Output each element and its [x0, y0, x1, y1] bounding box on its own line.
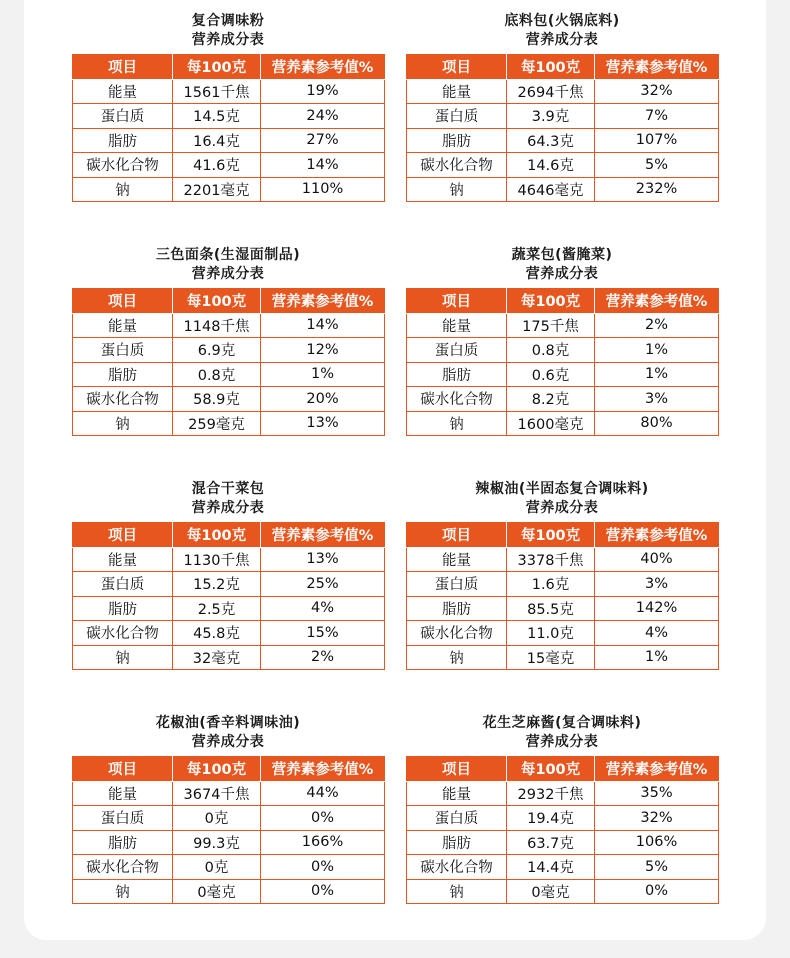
per100-value: 3378千焦	[507, 547, 595, 572]
nutrient-label: 蛋白质	[73, 572, 173, 597]
nrv-value: 20%	[261, 387, 385, 412]
nrv-value: 25%	[261, 572, 385, 597]
nutrition-panel	[406, 246, 718, 436]
header-per100: 每100克	[173, 289, 261, 314]
nutrient-label: 钠	[407, 645, 507, 670]
nrv-value: 14%	[261, 313, 385, 338]
per100-value: 14.6克	[507, 153, 595, 178]
nutrient-label: 蛋白质	[407, 104, 507, 129]
nutrition-panel	[72, 246, 384, 436]
per100-value: 0克	[173, 806, 261, 831]
nutrient-label: 钠	[73, 879, 173, 904]
product-name: 蔬菜包(酱腌菜)	[511, 247, 613, 263]
table-row	[73, 855, 385, 880]
nutrient-label: 脂肪	[73, 362, 173, 387]
per100-value: 1600毫克	[507, 411, 595, 436]
table-row	[407, 128, 719, 153]
table-subtitle: 营养成分表	[191, 500, 265, 516]
table-row	[73, 128, 385, 153]
nutrition-table	[406, 756, 719, 904]
table-row	[407, 411, 719, 436]
per100-value: 0毫克	[507, 879, 595, 904]
nutrient-label: 钠	[73, 411, 173, 436]
per100-value: 8.2克	[507, 387, 595, 412]
nutrition-panel	[406, 480, 718, 670]
nutrient-label: 脂肪	[407, 362, 507, 387]
per100-value: 15.2克	[173, 572, 261, 597]
header-nrv: 营养素参考值%	[595, 55, 719, 80]
nrv-value: 1%	[595, 645, 719, 670]
nutrient-label: 能量	[73, 79, 173, 104]
header-nrv: 营养素参考值%	[595, 757, 719, 782]
panel-title	[406, 714, 718, 752]
table-subtitle: 营养成分表	[525, 32, 599, 48]
header-nrv: 营养素参考值%	[595, 289, 719, 314]
per100-value: 99.3克	[173, 830, 261, 855]
nutrient-label: 能量	[73, 781, 173, 806]
product-name: 辣椒油(半固态复合调味料)	[475, 481, 649, 497]
header-nrv: 营养素参考值%	[261, 55, 385, 80]
panel-title	[72, 246, 384, 284]
table-row	[407, 645, 719, 670]
header-per100: 每100克	[507, 289, 595, 314]
panel-title	[72, 714, 384, 752]
nrv-value: 24%	[261, 104, 385, 129]
header-nrv: 营养素参考值%	[261, 523, 385, 548]
panel-title	[72, 12, 384, 50]
nrv-value: 32%	[595, 806, 719, 831]
nrv-value: 0%	[261, 806, 385, 831]
table-row	[73, 387, 385, 412]
header-item: 项目	[73, 55, 173, 80]
header-per100: 每100克	[173, 523, 261, 548]
header-nrv: 营养素参考值%	[261, 757, 385, 782]
per100-value: 175千焦	[507, 313, 595, 338]
nrv-value: 2%	[261, 645, 385, 670]
header-per100: 每100克	[507, 523, 595, 548]
per100-value: 15毫克	[507, 645, 595, 670]
table-subtitle: 营养成分表	[525, 266, 599, 282]
table-row	[73, 313, 385, 338]
table-row	[73, 806, 385, 831]
nutrient-label: 钠	[73, 645, 173, 670]
per100-value: 0.6克	[507, 362, 595, 387]
per100-value: 14.5克	[173, 104, 261, 129]
nutrition-table	[406, 54, 719, 202]
nrv-value: 5%	[595, 855, 719, 880]
table-row	[73, 645, 385, 670]
panel-title	[406, 12, 718, 50]
nutrient-label: 蛋白质	[73, 338, 173, 363]
per100-value: 4646毫克	[507, 177, 595, 202]
nutrient-label: 能量	[407, 79, 507, 104]
nrv-value: 80%	[595, 411, 719, 436]
header-item: 项目	[407, 757, 507, 782]
per100-value: 0.8克	[507, 338, 595, 363]
per100-value: 1561千焦	[173, 79, 261, 104]
panel-title	[406, 480, 718, 518]
table-header-row	[407, 55, 719, 80]
table-header-row	[73, 55, 385, 80]
per100-value: 85.5克	[507, 596, 595, 621]
table-header-row	[73, 523, 385, 548]
nutrient-label: 钠	[407, 177, 507, 202]
table-row	[73, 572, 385, 597]
per100-value: 41.6克	[173, 153, 261, 178]
nutrient-label: 碳水化合物	[73, 153, 173, 178]
nrv-value: 7%	[595, 104, 719, 129]
table-row	[73, 338, 385, 363]
per100-value: 2932千焦	[507, 781, 595, 806]
nutrition-table	[72, 54, 385, 202]
header-per100: 每100克	[173, 55, 261, 80]
nrv-value: 35%	[595, 781, 719, 806]
nutrition-panel	[72, 714, 384, 904]
table-row	[407, 547, 719, 572]
nutrition-panel	[72, 480, 384, 670]
nutrition-panel	[406, 12, 718, 202]
table-row	[73, 411, 385, 436]
nutrient-label: 碳水化合物	[407, 621, 507, 646]
nrv-value: 3%	[595, 572, 719, 597]
nrv-value: 14%	[261, 153, 385, 178]
table-row	[407, 621, 719, 646]
nrv-value: 110%	[261, 177, 385, 202]
nrv-value: 106%	[595, 830, 719, 855]
table-subtitle: 营养成分表	[191, 266, 265, 282]
table-row	[73, 596, 385, 621]
table-row	[407, 313, 719, 338]
per100-value: 19.4克	[507, 806, 595, 831]
nutrient-label: 钠	[407, 879, 507, 904]
table-row	[73, 79, 385, 104]
nrv-value: 44%	[261, 781, 385, 806]
nutrient-label: 能量	[407, 313, 507, 338]
nutrient-label: 脂肪	[407, 128, 507, 153]
per100-value: 45.8克	[173, 621, 261, 646]
table-subtitle: 营养成分表	[191, 734, 265, 750]
nrv-value: 19%	[261, 79, 385, 104]
nutrient-label: 脂肪	[407, 596, 507, 621]
header-per100: 每100克	[507, 55, 595, 80]
nutrition-table	[72, 522, 385, 670]
product-name: 三色面条(生湿面制品)	[155, 247, 301, 263]
per100-value: 58.9克	[173, 387, 261, 412]
per100-value: 0.8克	[173, 362, 261, 387]
nutrient-label: 碳水化合物	[407, 855, 507, 880]
nrv-value: 1%	[595, 362, 719, 387]
panel-title	[72, 480, 384, 518]
table-row	[407, 596, 719, 621]
table-row	[407, 362, 719, 387]
table-row	[407, 79, 719, 104]
table-row	[73, 781, 385, 806]
per100-value: 0克	[173, 855, 261, 880]
nutrient-label: 能量	[73, 313, 173, 338]
table-header-row	[407, 523, 719, 548]
table-row	[73, 621, 385, 646]
nrv-value: 142%	[595, 596, 719, 621]
table-row	[407, 855, 719, 880]
per100-value: 63.7克	[507, 830, 595, 855]
nutrient-label: 能量	[73, 547, 173, 572]
table-row	[73, 177, 385, 202]
nrv-value: 4%	[261, 596, 385, 621]
nutrient-label: 能量	[407, 547, 507, 572]
nrv-value: 0%	[595, 879, 719, 904]
per100-value: 3674千焦	[173, 781, 261, 806]
table-row	[73, 153, 385, 178]
table-row	[73, 547, 385, 572]
nrv-value: 107%	[595, 128, 719, 153]
table-row	[407, 177, 719, 202]
nrv-value: 4%	[595, 621, 719, 646]
nutrient-label: 脂肪	[73, 128, 173, 153]
nutrient-label: 蛋白质	[407, 806, 507, 831]
nrv-value: 3%	[595, 387, 719, 412]
header-item: 项目	[407, 289, 507, 314]
per100-value: 64.3克	[507, 128, 595, 153]
per100-value: 3.9克	[507, 104, 595, 129]
nutrient-label: 能量	[407, 781, 507, 806]
table-row	[407, 338, 719, 363]
panel-title	[406, 246, 718, 284]
product-name: 复合调味粉	[191, 13, 265, 29]
per100-value: 1148千焦	[173, 313, 261, 338]
nrv-value: 1%	[595, 338, 719, 363]
nutrient-label: 碳水化合物	[73, 621, 173, 646]
nrv-value: 13%	[261, 547, 385, 572]
nutrient-label: 碳水化合物	[73, 855, 173, 880]
nutrient-label: 钠	[73, 177, 173, 202]
nutrient-label: 蛋白质	[407, 572, 507, 597]
header-nrv: 营养素参考值%	[595, 523, 719, 548]
table-row	[73, 879, 385, 904]
nutrition-table	[72, 756, 385, 904]
per100-value: 1.6克	[507, 572, 595, 597]
table-row	[407, 830, 719, 855]
table-header-row	[73, 757, 385, 782]
per100-value: 1130千焦	[173, 547, 261, 572]
table-subtitle: 营养成分表	[191, 32, 265, 48]
table-row	[407, 879, 719, 904]
nutrient-label: 蛋白质	[73, 806, 173, 831]
nutrient-label: 钠	[407, 411, 507, 436]
table-row	[73, 830, 385, 855]
nrv-value: 5%	[595, 153, 719, 178]
nrv-value: 27%	[261, 128, 385, 153]
table-row	[407, 806, 719, 831]
nrv-value: 232%	[595, 177, 719, 202]
product-name: 花椒油(香辛料调味油)	[155, 715, 301, 731]
nrv-value: 32%	[595, 79, 719, 104]
nutrient-label: 脂肪	[73, 596, 173, 621]
per100-value: 6.9克	[173, 338, 261, 363]
nrv-value: 1%	[261, 362, 385, 387]
nutrient-label: 碳水化合物	[73, 387, 173, 412]
header-item: 项目	[407, 523, 507, 548]
table-subtitle: 营养成分表	[525, 500, 599, 516]
product-name: 花生芝麻酱(复合调味料)	[482, 715, 642, 731]
table-row	[407, 387, 719, 412]
table-row	[73, 362, 385, 387]
nutrient-label: 蛋白质	[73, 104, 173, 129]
nutrition-table	[72, 288, 385, 436]
nutrition-panel	[406, 714, 718, 904]
per100-value: 32毫克	[173, 645, 261, 670]
nutrition-panel	[72, 12, 384, 202]
nutrition-table	[406, 288, 719, 436]
header-item: 项目	[73, 289, 173, 314]
nutrient-label: 脂肪	[407, 830, 507, 855]
nrv-value: 13%	[261, 411, 385, 436]
header-item: 项目	[73, 523, 173, 548]
header-item: 项目	[407, 55, 507, 80]
nrv-value: 12%	[261, 338, 385, 363]
nrv-value: 166%	[261, 830, 385, 855]
product-name: 混合干菜包	[191, 481, 265, 497]
table-row	[73, 104, 385, 129]
table-header-row	[73, 289, 385, 314]
per100-value: 2694千焦	[507, 79, 595, 104]
per100-value: 14.4克	[507, 855, 595, 880]
header-nrv: 营养素参考值%	[261, 289, 385, 314]
table-row	[407, 104, 719, 129]
per100-value: 16.4克	[173, 128, 261, 153]
nrv-value: 15%	[261, 621, 385, 646]
per100-value: 2201毫克	[173, 177, 261, 202]
nutrient-label: 碳水化合物	[407, 153, 507, 178]
table-row	[407, 153, 719, 178]
header-per100: 每100克	[507, 757, 595, 782]
nutrition-table	[406, 522, 719, 670]
per100-value: 259毫克	[173, 411, 261, 436]
table-header-row	[407, 289, 719, 314]
per100-value: 2.5克	[173, 596, 261, 621]
table-row	[407, 781, 719, 806]
nrv-value: 2%	[595, 313, 719, 338]
nutrient-label: 碳水化合物	[407, 387, 507, 412]
per100-value: 0毫克	[173, 879, 261, 904]
nrv-value: 40%	[595, 547, 719, 572]
product-name: 底料包(火锅底料)	[504, 13, 620, 29]
per100-value: 11.0克	[507, 621, 595, 646]
nutrient-label: 蛋白质	[407, 338, 507, 363]
nrv-value: 0%	[261, 855, 385, 880]
nrv-value: 0%	[261, 879, 385, 904]
header-item: 项目	[73, 757, 173, 782]
nutrient-label: 脂肪	[73, 830, 173, 855]
table-row	[407, 572, 719, 597]
table-header-row	[407, 757, 719, 782]
header-per100: 每100克	[173, 757, 261, 782]
table-subtitle: 营养成分表	[525, 734, 599, 750]
